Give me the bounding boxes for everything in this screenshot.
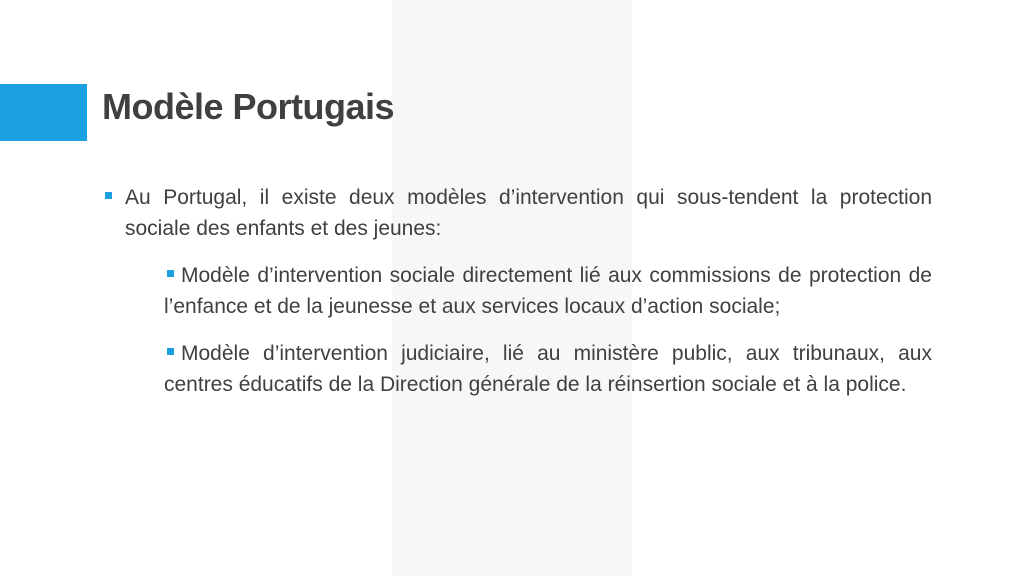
slide-title: Modèle Portugais [102,86,395,127]
square-bullet-icon [167,348,174,355]
title-accent-bar [0,84,87,141]
sub-bullet-text: Modèle d’intervention judiciaire, lié au ministère public, aux tribunaux, aux centres éducatifs de la Direction générale de la réinsertion sociale et à la police. [164,342,932,396]
sub-bullet-item [164,338,932,400]
slide-content [104,182,932,400]
bullet-text: Au Portugal, il existe deux modèles d’intervention qui sous-tendent la protection sociale des enfants et des jeunes: [125,186,932,240]
square-bullet-icon [167,270,174,277]
sub-bullet-text: Modèle d’intervention sociale directement lié aux commissions de protection de l’enfance et de la jeunesse et aux services locaux d’action sociale; [164,264,932,318]
bullet-item [104,182,932,244]
sub-bullet-item [164,260,932,322]
square-bullet-icon [105,192,112,199]
